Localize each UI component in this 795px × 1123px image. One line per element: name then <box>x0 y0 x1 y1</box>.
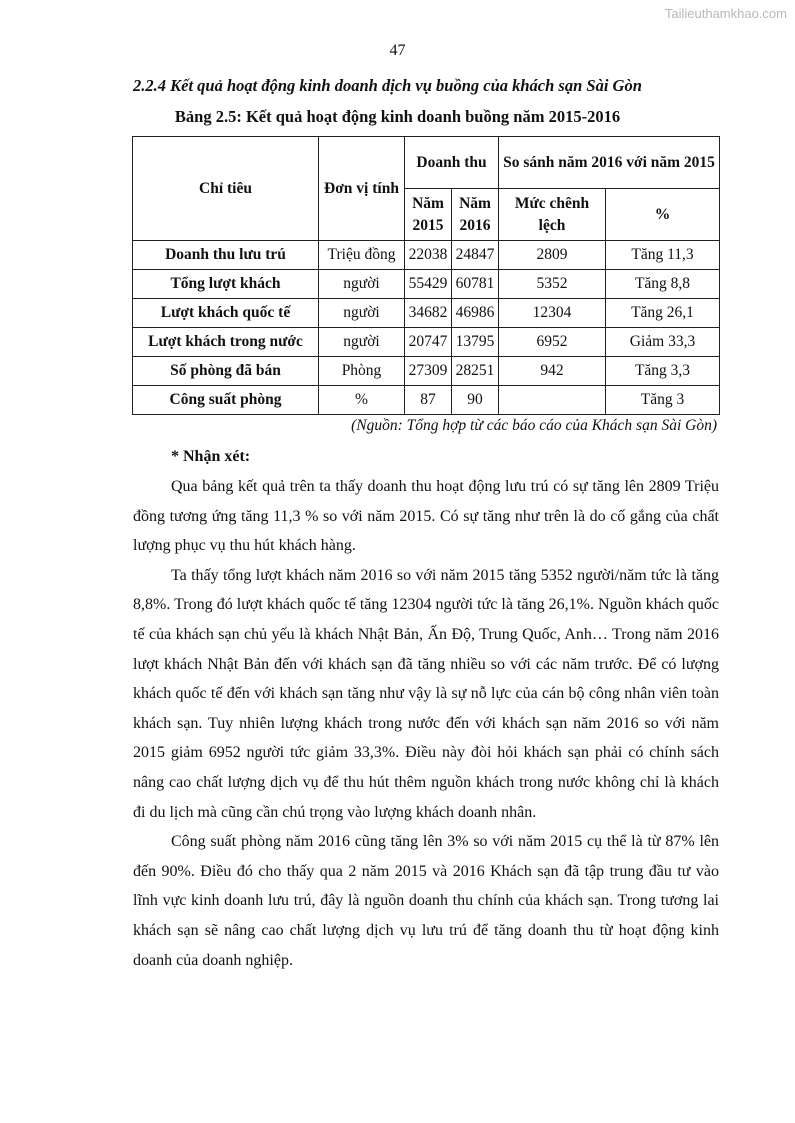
header-comparison: So sánh năm 2016 với năm 2015 <box>499 137 720 189</box>
table-header-row <box>133 137 720 189</box>
cell-2015: 34682 <box>405 299 452 328</box>
cell-percent: Tăng 3,3 <box>606 357 720 386</box>
cell-indicator: Doanh thu lưu trú <box>133 241 319 270</box>
header-indicator: Chỉ tiêu <box>133 137 319 241</box>
cell-unit: % <box>319 386 405 415</box>
cell-difference: 6952 <box>499 328 606 357</box>
cell-unit: người <box>319 299 405 328</box>
cell-indicator: Công suất phòng <box>133 386 319 415</box>
header-year-2016: Năm 2016 <box>452 189 499 241</box>
cell-difference <box>499 386 606 415</box>
header-revenue: Doanh thu <box>405 137 499 189</box>
cell-2015: 20747 <box>405 328 452 357</box>
header-year-2015: Năm 2015 <box>405 189 452 241</box>
cell-difference: 5352 <box>499 270 606 299</box>
remarks-paragraph: Ta thấy tổng lượt khách năm 2016 so với năm 2015 tăng 5352 người/năm tức là tăng 8,8%. Trong đó lượt khách quốc tế tăng 12304 người tức là tăng 26,1%. Nguồn khách quốc tế của khách sạn chủ yếu là khách Nhật Bản, Ấn Độ, Trung Quốc, Anh… Trong năm 2016 lượt khách Nhật Bản đến với khách sạn đã tăng nhiều so với các năm trước. Để có lượng khách quốc tế đến với khách sạn tăng như vậy là sự nỗ lực của cán bộ công nhân viên toàn khách sạn. Tuy nhiên lượng khách trong nước đến với khách sạn năm 2016 so với năm 2015 giảm 6952 người tức giảm 33,3%. Điều này đòi hỏi khách sạn phải có chính sách nâng cao chất lượng dịch vụ để thu hút thêm nguồn khách trong nước không chỉ là khách đi du lịch mà cũng cần chú trọng vào lượng khách doanh nhân. <box>133 566 719 821</box>
header-percent: % <box>606 189 720 241</box>
cell-2015: 55429 <box>405 270 452 299</box>
cell-indicator: Lượt khách trong nước <box>133 328 319 357</box>
header-difference: Mức chênh lệch <box>499 189 606 241</box>
cell-unit: người <box>319 328 405 357</box>
cell-unit: người <box>319 270 405 299</box>
remarks-paragraph: Công suất phòng năm 2016 cũng tăng lên 3% so với năm 2015 cụ thể là từ 87% lên đến 90%. Điều đó cho thấy qua 2 năm 2015 và 2016 Khách sạn đã tập trung đầu tư vào lĩnh vực kinh doanh lưu trú, đây là nguồn doanh thu chính của khách sạn. Trong tương lai khách sạn sẽ nâng cao chất lượng dịch vụ lưu trú để tăng doanh thu từ hoạt động kinh doanh của doanh nghiệp. <box>133 833 719 969</box>
cell-percent: Tăng 8,8 <box>606 270 720 299</box>
remarks-title: * Nhận xét: <box>171 448 251 465</box>
page-number: 47 <box>389 42 406 59</box>
table-caption: Bảng 2.5: Kết quả hoạt động kinh doanh buồng năm 2015-2016 <box>174 107 621 126</box>
section-heading: 2.2.4 Kết quả hoạt động kinh doanh dịch vụ buồng của khách sạn Sài Gòn <box>133 76 642 95</box>
cell-percent: Tăng 3 <box>606 386 720 415</box>
results-table <box>132 136 720 415</box>
cell-difference: 2809 <box>499 241 606 270</box>
cell-indicator: Tổng lượt khách <box>133 270 319 299</box>
table-row <box>133 241 720 270</box>
cell-2016: 28251 <box>452 357 499 386</box>
cell-indicator: Số phòng đã bán <box>133 357 319 386</box>
cell-2016: 90 <box>452 386 499 415</box>
cell-2015: 22038 <box>405 241 452 270</box>
cell-difference: 942 <box>499 357 606 386</box>
cell-percent: Giảm 33,3 <box>606 328 720 357</box>
cell-2016: 46986 <box>452 299 499 328</box>
header-unit: Đơn vị tính <box>319 137 405 241</box>
watermark-text: Tailieuthamkhao.com <box>664 6 787 21</box>
remarks-body <box>133 472 719 975</box>
cell-percent: Tăng 26,1 <box>606 299 720 328</box>
cell-difference: 12304 <box>499 299 606 328</box>
cell-indicator: Lượt khách quốc tế <box>133 299 319 328</box>
table-row <box>133 357 720 386</box>
cell-2016: 24847 <box>452 241 499 270</box>
cell-unit: Triệu đồng <box>319 241 405 270</box>
table-source-note: (Nguồn: Tổng hợp từ các báo cáo của Khách sạn Sài Gòn) <box>351 417 717 434</box>
table-row <box>133 386 720 415</box>
cell-2016: 60781 <box>452 270 499 299</box>
table-row <box>133 328 720 357</box>
table-row <box>133 270 720 299</box>
cell-percent: Tăng 11,3 <box>606 241 720 270</box>
cell-unit: Phòng <box>319 357 405 386</box>
cell-2015: 27309 <box>405 357 452 386</box>
cell-2015: 87 <box>405 386 452 415</box>
table-row <box>133 299 720 328</box>
remarks-paragraph: Qua bảng kết quả trên ta thấy doanh thu hoạt động lưu trú có sự tăng lên 2809 Triệu đồng tương ứng tăng 11,3 % so với năm 2015. Có sự tăng như trên là do cố gắng của chất lượng phục vụ thu hút khách hàng. <box>133 478 719 555</box>
cell-2016: 13795 <box>452 328 499 357</box>
